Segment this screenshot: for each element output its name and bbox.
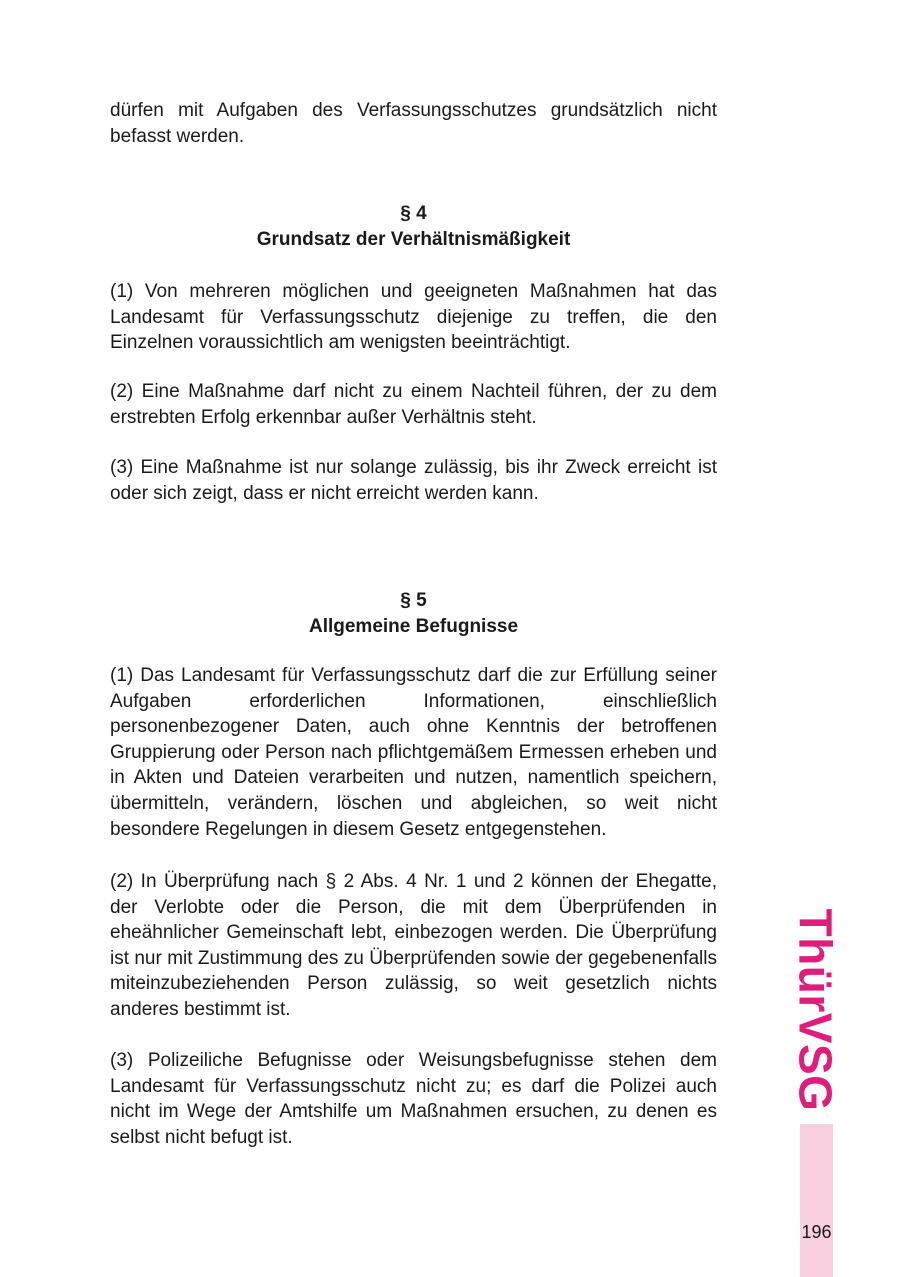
section-5-paragraph-1: (1) Das Landesamt für Verfassungsschutz darf die zur Erfüllung seiner Aufgaben erforderlichen Informationen, einschließlich personenbezogener Daten, auch ohne Kenntnis der betroffenen Gruppierung oder Person nach pflichtgemäßem Ermessen erheben und in Akten und Dateien verarbeiten und nutzen, namentlich speichern, übermitteln, verändern, löschen und abgleichen, so weit nicht besondere Regelungen in diesem Gesetz entgegenstehen. [110, 665, 717, 840]
page-number: 196 [801, 1222, 832, 1242]
section-5-number: § 5 [400, 590, 427, 611]
section-4-paragraph-2: (2) Eine Maßnahme darf nicht zu einem Nachteil führen, der zu dem erstrebten Erfolg erkennbar außer Verhältnis steht. [110, 381, 717, 428]
section-5-title: Allgemeine Befugnisse [308, 616, 519, 637]
intro-paragraph: dürfen mit Aufgaben des Verfassungsschutzes grundsätzlich nicht befasst werden. [110, 100, 717, 147]
section-5-paragraph-3: (3) Polizeiliche Befugnisse oder Weisungsbefugnisse stehen dem Landesamt für Verfassungsschutz nicht zu; es darf die Polizei auch nicht im Wege der Amtshilfe um Maßnahmen ersuchen, zu denen es selbst nicht befugt ist. [110, 1050, 717, 1148]
section-4-number: § 4 [400, 203, 427, 224]
section-4-title: Grundsatz der Verhältnismäßigkeit [256, 229, 571, 250]
section-5-heading [110, 588, 717, 640]
side-title [789, 908, 841, 1112]
side-title-text: ThürVSG [789, 908, 841, 1112]
section-4-paragraph-1: (1) Von mehreren möglichen und geeigneten Maßnahmen hat das Landesamt für Verfassungsschutz diejenige zu treffen, die den Einzelnen voraussichtlich am wenigsten beeinträchtigt. [110, 281, 717, 354]
side-tab [800, 1124, 833, 1277]
section-4-heading [110, 201, 717, 253]
section-5-paragraph-2: (2) In Überprüfung nach § 2 Abs. 4 Nr. 1 und 2 können der Ehegatte, der Verlobte oder die Person, die mit dem Überprüfenden in eheähnlicher Gemeinschaft lebt, einbezogen werden. Die Überprüfung ist nur mit Zustimmung des zu Überprüfenden sowie der gegebenenfalls miteinzubeziehenden Person zulässig, so weit gesetzlich nichts anderes bestimmt ist. [110, 871, 717, 1020]
section-4-paragraph-3: (3) Eine Maßnahme ist nur solange zulässig, bis ihr Zweck erreicht ist oder sich zeigt, dass er nicht erreicht werden kann. [110, 457, 717, 504]
